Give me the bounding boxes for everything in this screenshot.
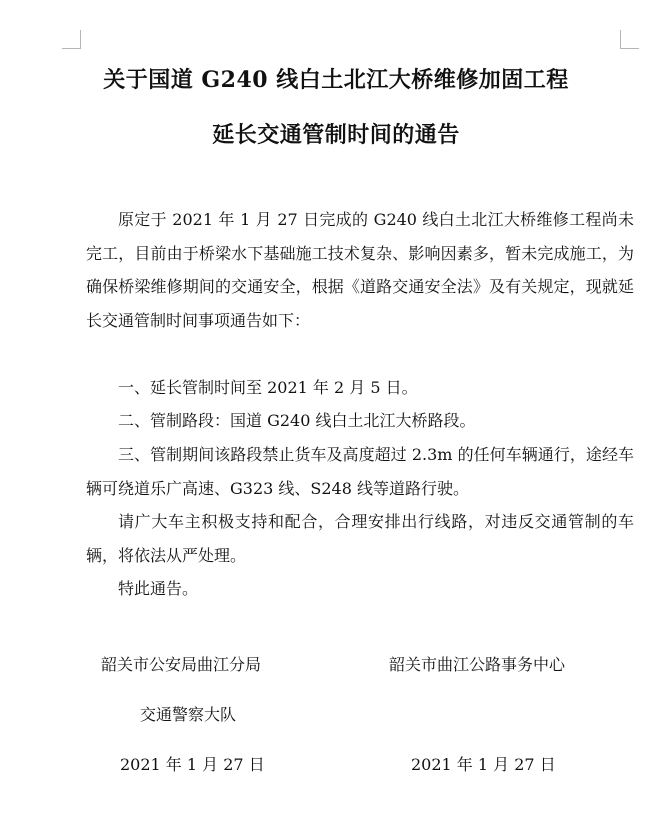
page-corner-mark-left — [62, 30, 81, 49]
item-3-paragraph: 三、管制期间该路段禁止货车及高度超过 2.3m 的任何车辆通行，途经车辆可绕道乐广高速、G323 线、S248 线等道路行驶。 — [86, 445, 634, 498]
intro-paragraph: 原定于 2021 年 1 月 27 日完成的 G240 线白土北江大桥维修工程尚未完工，目前由于桥梁水下基础施工技术复杂、影响因素多，暂未完成施工，为确保桥梁维修期间的交通安全，根据《道路交通安全法》及有关规定，现就延长交通管制时间事项通告如下： — [86, 210, 634, 330]
signature-left-date: 2021 年 1 月 27 日 — [120, 755, 265, 774]
signature-right-date: 2021 年 1 月 27 日 — [411, 755, 556, 774]
page-corner-mark-right — [620, 30, 639, 49]
notice-title-line-1: 关于国道 G240 线白土北江大桥维修加固工程 — [103, 67, 569, 93]
appeal-paragraph: 请广大车主积极支持和配合，合理安排出行线路，对违反交通管制的车辆，将依法从严处理。 — [86, 512, 634, 565]
item-2-paragraph: 二、管制路段：国道 G240 线白土北江大桥路段。 — [118, 411, 476, 430]
notice-title-line-2: 延长交通管制时间的通告 — [212, 122, 460, 148]
item-1-paragraph: 一、延长管制时间至 2021 年 2 月 5 日。 — [118, 378, 418, 397]
closing-paragraph: 特此通告。 — [118, 579, 199, 598]
signature-right-org: 韶关市曲江公路事务中心 — [389, 655, 566, 674]
signature-left-unit: 交通警察大队 — [140, 705, 237, 724]
signature-left-org: 韶关市公安局曲江分局 — [101, 655, 262, 674]
